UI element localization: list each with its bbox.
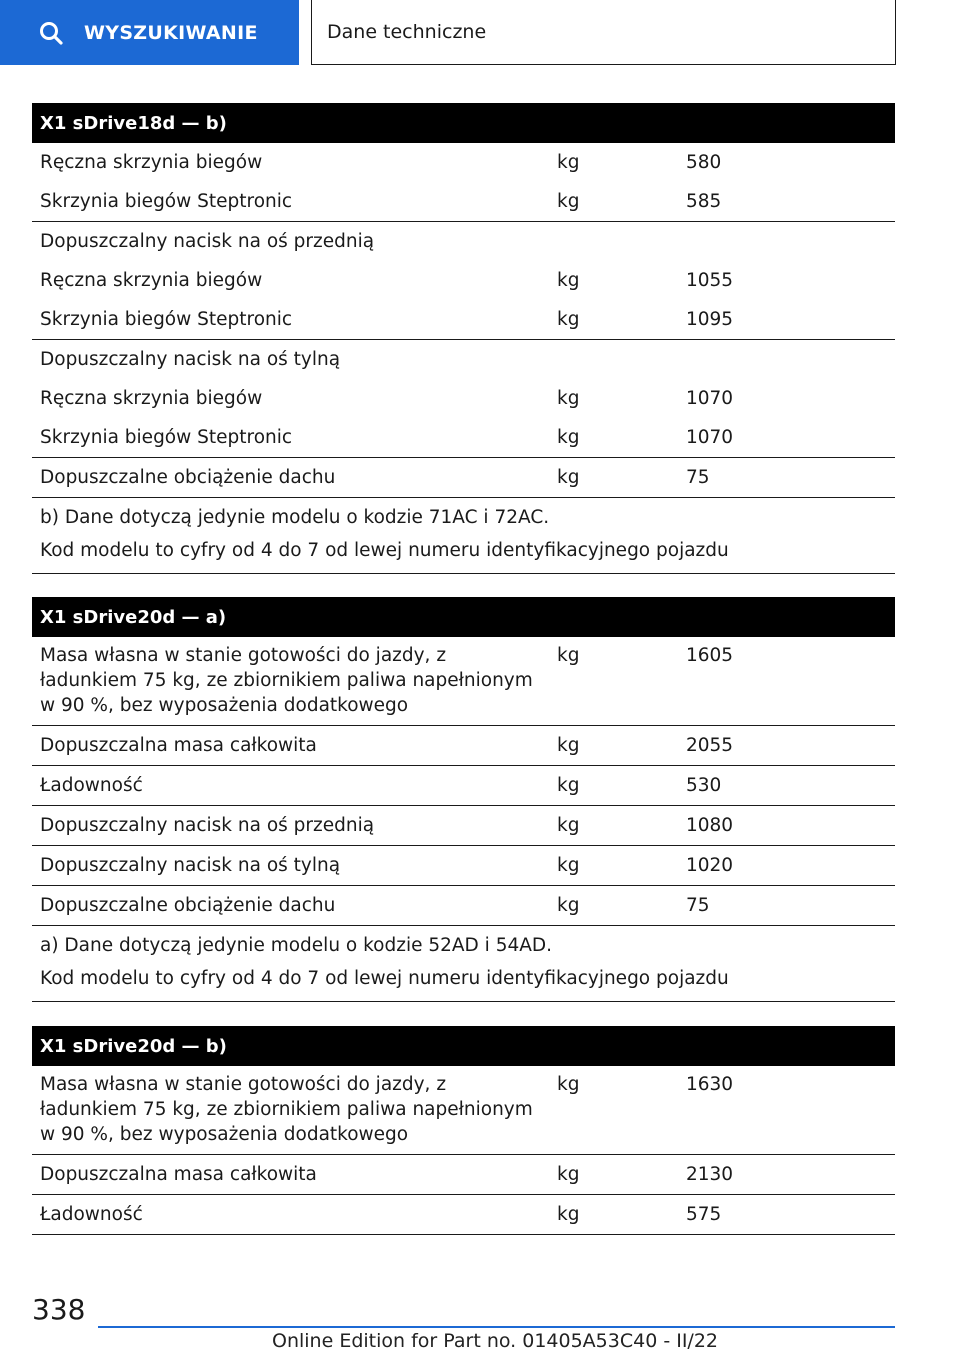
row-label: Dopuszczalny nacisk na oś przednią (40, 815, 375, 836)
row-label: Ręczna skrzynia biegów (40, 152, 263, 173)
row-label: Ładowność (40, 775, 143, 796)
row-value: 1070 (686, 427, 734, 448)
row-value: 2130 (686, 1164, 734, 1185)
row-value: 1605 (686, 645, 734, 666)
footnote-line: Kod modelu to cyfry od 4 do 7 od lewej numeru identyfikacyjnego pojazdu (40, 540, 729, 561)
row-label: Ładowność (40, 1204, 143, 1225)
row-unit: kg (557, 152, 580, 173)
table-row (32, 300, 895, 340)
row-unit: kg (557, 388, 580, 409)
row-value: 1095 (686, 309, 734, 330)
row-label: Masa własna w stanie gotowości do jazdy, z ładunkiem 75 kg, ze zbiornikiem paliwa napełnionym w 90 %, bez wyposażenia dodatkowego (40, 1074, 533, 1145)
section-title-box (311, 0, 896, 65)
row-label: Dopuszczalna masa całkowita (40, 1164, 317, 1185)
table-row (32, 886, 895, 926)
row-label: Dopuszczalne obciążenie dachu (40, 467, 336, 488)
row-value: 75 (686, 467, 710, 488)
row-unit: kg (557, 735, 580, 756)
row-value: 1055 (686, 270, 734, 291)
table-row (32, 379, 895, 418)
table-row (32, 1195, 895, 1235)
row-unit: kg (557, 270, 580, 291)
page-number: 338 (32, 1293, 86, 1326)
row-label: Dopuszczalny nacisk na oś tylną (40, 855, 341, 876)
row-label: Skrzynia biegów Steptronic (40, 309, 293, 330)
row-unit: kg (557, 1204, 580, 1225)
table-footnote (32, 926, 895, 1002)
row-unit: kg (557, 775, 580, 796)
row-value: 530 (686, 775, 722, 796)
row-label: Dopuszczalny nacisk na oś przednią (40, 231, 375, 252)
table-row (32, 261, 895, 300)
row-value: 1630 (686, 1074, 734, 1095)
spec-table-sdrive18d-b (32, 103, 895, 574)
table-row (32, 1066, 895, 1155)
row-unit: kg (557, 895, 580, 916)
search-button[interactable] (0, 0, 299, 65)
footnote-line: b) Dane dotyczą jedynie modelu o kodzie 71AC i 72AC. (40, 507, 550, 528)
table-heading: X1 sDrive20d — b) (32, 1026, 895, 1066)
row-unit: kg (557, 815, 580, 836)
table-row (32, 766, 895, 806)
table-row (32, 418, 895, 458)
row-value: 1070 (686, 388, 734, 409)
table-footnote (32, 498, 895, 574)
row-label: Ręczna skrzynia biegów (40, 270, 263, 291)
row-label: Dopuszczalny nacisk na oś tylną (40, 349, 341, 370)
row-label: Skrzynia biegów Steptronic (40, 191, 293, 212)
row-unit: kg (557, 467, 580, 488)
search-icon (38, 20, 64, 46)
row-value: 1020 (686, 855, 734, 876)
row-unit: kg (557, 191, 580, 212)
row-label: Dopuszczalne obciążenie dachu (40, 895, 336, 916)
row-unit: kg (557, 855, 580, 876)
table-row (32, 458, 895, 498)
row-label: Dopuszczalna masa całkowita (40, 735, 317, 756)
row-unit: kg (557, 1074, 580, 1095)
table-row (32, 143, 895, 182)
spec-table-sdrive20d-a (32, 597, 895, 1002)
table-row (32, 806, 895, 846)
row-label: Skrzynia biegów Steptronic (40, 427, 293, 448)
footnote-line: Kod modelu to cyfry od 4 do 7 od lewej numeru identyfikacyjnego pojazdu (40, 968, 729, 989)
row-unit: kg (557, 645, 580, 666)
table-row (32, 726, 895, 766)
row-unit: kg (557, 309, 580, 330)
row-value: 2055 (686, 735, 734, 756)
table-row (32, 340, 895, 379)
table-row (32, 846, 895, 886)
footer-divider (98, 1326, 895, 1328)
search-button-label: WYSZUKIWANIE (84, 21, 258, 44)
footnote-line: a) Dane dotyczą jedynie modelu o kodzie 52AD i 54AD. (40, 935, 553, 956)
table-row (32, 182, 895, 222)
row-label: Ręczna skrzynia biegów (40, 388, 263, 409)
table-row (32, 637, 895, 726)
row-value: 580 (686, 152, 722, 173)
row-label: Masa własna w stanie gotowości do jazdy, z ładunkiem 75 kg, ze zbiornikiem paliwa napełnionym w 90 %, bez wyposażenia dodatkowego (40, 645, 533, 716)
table-row (32, 222, 895, 261)
row-value: 575 (686, 1204, 722, 1225)
row-value: 1080 (686, 815, 734, 836)
section-title: Dane techniczne (327, 21, 487, 43)
row-unit: kg (557, 427, 580, 448)
row-value: 75 (686, 895, 710, 916)
table-heading: X1 sDrive20d — a) (32, 597, 895, 637)
spec-table-sdrive20d-b (32, 1026, 895, 1235)
edition-note: Online Edition for Part no. 01405A53C40 - II/22 (272, 1330, 719, 1352)
table-row (32, 1155, 895, 1195)
row-unit: kg (557, 1164, 580, 1185)
table-heading: X1 sDrive18d — b) (32, 103, 895, 143)
row-value: 585 (686, 191, 722, 212)
